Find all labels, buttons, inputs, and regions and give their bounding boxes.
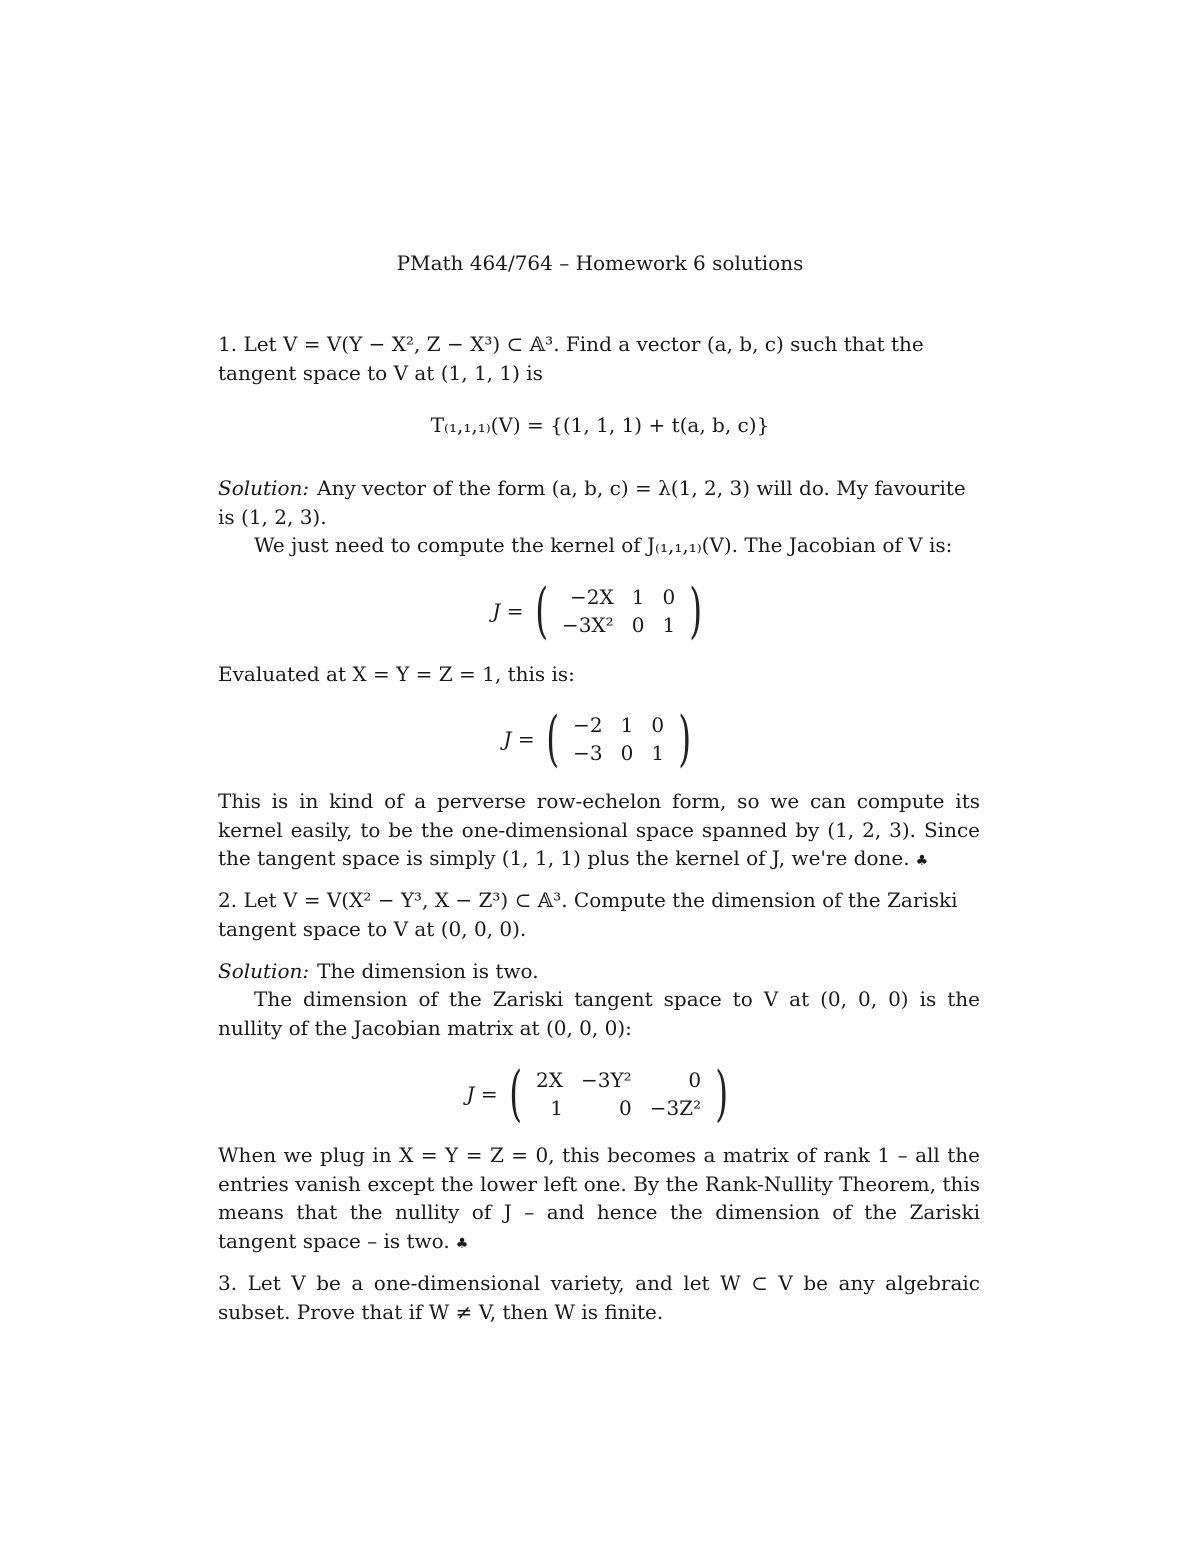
problem-1-paragraph: We just need to compute the kernel of J₍₁,₁,₁₎(V). The Jacobian of V is:	[254, 533, 953, 557]
matrix-cell: 0	[631, 613, 645, 637]
matrix-row	[564, 739, 673, 767]
matrix-cell: 1	[662, 613, 676, 637]
qed-club-icon: ♣	[915, 853, 929, 869]
matrix-row	[564, 711, 673, 739]
jacobian-equation-1	[0, 578, 1200, 644]
conclusion-text: This is in kind of a perverse row-echelon form, so we can compute its kernel easily, to be the one-dimensional space spanned by (1, 2, 3). Since the tangent space is simply (1, 1, 1) plus the kernel of J, we're done.	[218, 789, 980, 870]
matrix-cell: 2X	[536, 1068, 563, 1092]
left-paren: (	[545, 704, 559, 774]
matrix-cell: 0	[688, 1068, 702, 1092]
problem-2-solution	[218, 957, 980, 986]
matrix-cell: −2	[573, 713, 603, 737]
matrix-cell: 1	[651, 741, 665, 765]
page-title: PMath 464/764 – Homework 6 solutions	[396, 251, 804, 275]
jacobian-matrix	[553, 583, 684, 639]
jacobian-lhs: J =	[503, 727, 535, 751]
matrix-row	[553, 611, 684, 639]
conclusion-text: When we plug in X = Y = Z = 0, this becomes a matrix of rank 1 – all the entries vanish except the lower left one. By the Rank-Nullity Theorem, this means that the nullity of J – and hence the dimension of the Zariski tangent space – is two.	[218, 1143, 980, 1253]
matrix-cell: −3Z²	[649, 1096, 702, 1120]
solution-label: Solution:	[218, 476, 310, 500]
matrix-cell: 0	[620, 741, 634, 765]
matrix-row	[527, 1066, 710, 1094]
problem-2-conclusion	[218, 1141, 980, 1258]
problem-1-line1: 1. Let V = V(Y − X², Z − X³) ⊂ 𝔸³. Find a vector (a, b, c) such that the	[218, 332, 924, 356]
matrix-cell: −2X	[569, 585, 614, 609]
jacobian-matrix	[527, 1066, 710, 1122]
jacobian-lhs: J =	[466, 1082, 498, 1106]
matrix-cell: 0	[618, 1096, 632, 1120]
left-paren: (	[508, 1059, 522, 1129]
matrix-cell: −3Y²	[581, 1068, 632, 1092]
problem-1-line2: tangent space to V at (1, 1, 1) is	[218, 360, 543, 385]
jacobian-matrix	[564, 711, 673, 767]
jacobian-lhs: J =	[492, 599, 524, 623]
problem-2-line2: tangent space to V at (0, 0, 0).	[218, 916, 527, 941]
evaluated-text: Evaluated at X = Y = Z = 1, this is:	[218, 662, 575, 686]
solution-label: Solution:	[218, 959, 310, 983]
right-paren: )	[715, 1059, 729, 1129]
matrix-cell: −3	[573, 741, 603, 765]
problem-1-statement	[218, 330, 980, 387]
problem-2-statement	[218, 886, 980, 943]
matrix-cell: 0	[651, 713, 665, 737]
right-paren: )	[678, 704, 692, 774]
right-paren: )	[689, 576, 703, 646]
problem-2-paragraph: The dimension of the Zariski tangent space to V at (0, 0, 0) is the nullity of the Jacobian matrix at (0, 0, 0):	[218, 987, 980, 1040]
matrix-cell: 1	[631, 585, 645, 609]
tangent-space-equation: T₍₁,₁,₁₎(V) = {(1, 1, 1) + t(a, b, c)}	[430, 413, 770, 437]
solution-text: Any vector of the form (a, b, c) = λ(1, 2, 3) will do. My favourite is (1, 2, 3).	[218, 476, 966, 529]
jacobian-equation-2	[0, 706, 1200, 772]
matrix-cell: 1	[620, 713, 634, 737]
solution-text: The dimension is two.	[317, 959, 539, 983]
matrix-cell: 0	[662, 585, 676, 609]
matrix-row	[527, 1094, 710, 1122]
problem-3-statement: 3. Let V be a one-dimensional variety, and let W ⊂ V be any algebraic subset. Prove that if W ≠ V, then W is finite.	[218, 1271, 980, 1324]
problem-1-solution	[218, 474, 980, 531]
problem-1-conclusion	[218, 787, 980, 876]
matrix-row	[553, 583, 684, 611]
matrix-cell: −3X²	[561, 613, 614, 637]
problem-2-line1: 2. Let V = V(X² − Y³, X − Z³) ⊂ 𝔸³. Compute the dimension of the Zariski	[218, 888, 958, 912]
jacobian-equation-3	[0, 1061, 1200, 1127]
qed-club-icon: ♣	[455, 1235, 469, 1252]
left-paren: (	[534, 576, 548, 646]
matrix-cell: 1	[550, 1096, 563, 1120]
